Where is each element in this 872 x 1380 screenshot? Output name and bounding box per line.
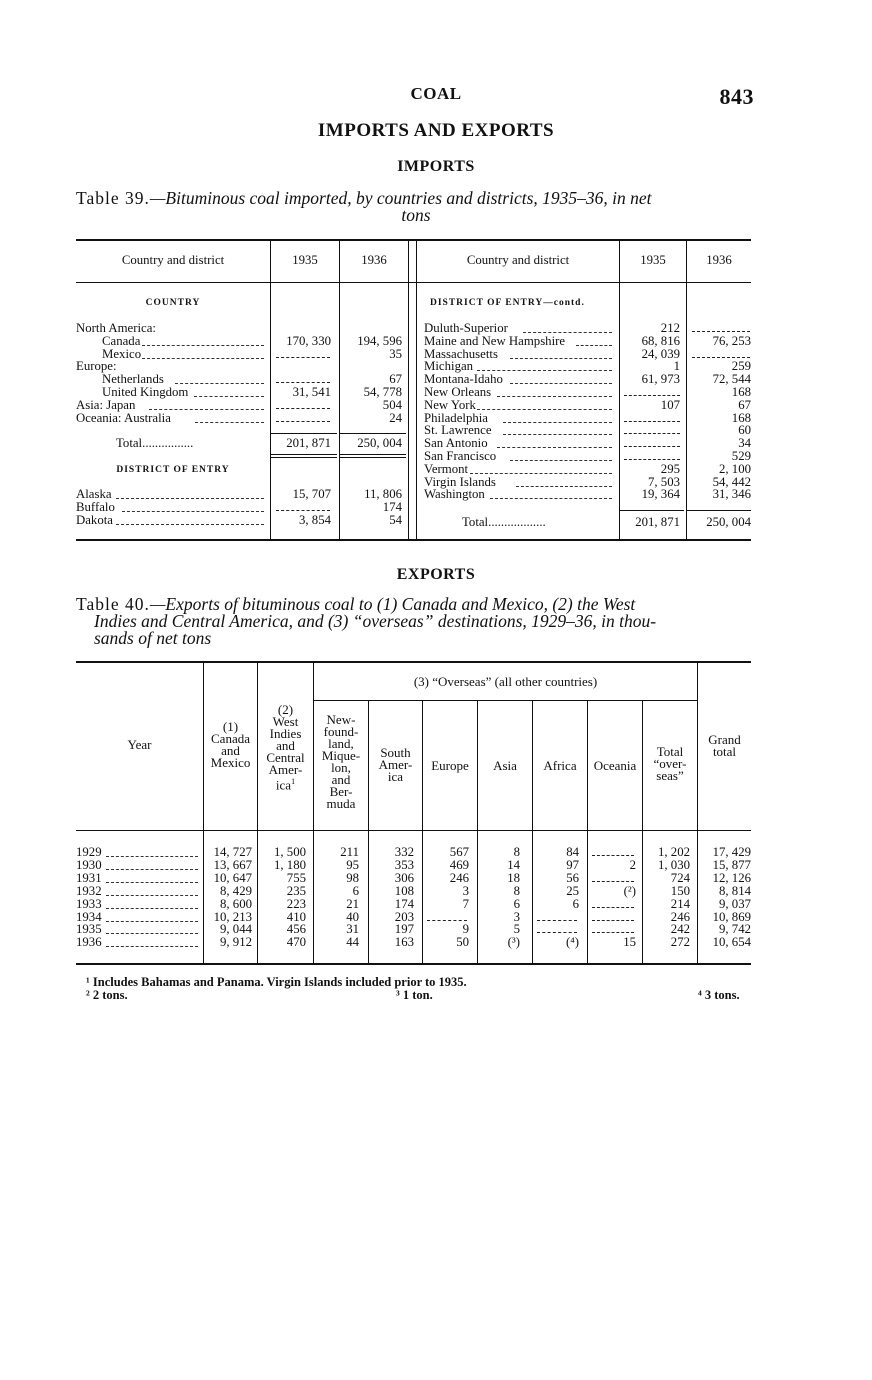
- table40-cell-wi: 456: [286, 922, 306, 937]
- table40-leader: [106, 882, 198, 883]
- table39-left-row-1936: 54, 778: [363, 385, 402, 399]
- footnote-3: ³ 1 ton.: [396, 988, 433, 1002]
- table39-section-country: COUNTRY: [145, 298, 201, 308]
- table39-right-row-1935: 61, 973: [641, 372, 680, 387]
- table39-leader: [503, 434, 612, 435]
- table40-cell-sa: 174: [394, 896, 414, 911]
- table40-cell-wi: 1, 500: [274, 845, 306, 859]
- table39-empty-dash: [624, 421, 680, 422]
- table40-empty-dash: [592, 920, 634, 921]
- table40-leader: [106, 869, 198, 870]
- table40-empty-dash: [427, 920, 467, 921]
- table40-empty-dash: [592, 881, 634, 882]
- table40-cell-nf: 40: [346, 909, 359, 924]
- table39-empty-dash: [276, 357, 330, 358]
- table40-cell-eu: 567: [449, 845, 469, 859]
- table40-cell-eu: 246: [449, 870, 469, 885]
- table39-right-row-1936: 34: [738, 436, 751, 451]
- table40-cell-canada: 14, 727: [213, 845, 252, 859]
- table39-district-row-1935: 15, 707: [292, 487, 331, 501]
- table39-total-double-rule: [340, 454, 406, 455]
- table39-right-row-1936: 67: [738, 397, 751, 412]
- table39-total-double-rule: [340, 457, 406, 458]
- table39-right-row-label: San Francisco: [424, 449, 497, 463]
- table39-right-row-label: Philadelphia: [424, 410, 488, 425]
- table39-left-row-1936: 24: [389, 410, 402, 425]
- table40-cell-eu: 7: [462, 896, 469, 911]
- table40-col-oceania: Oceania: [593, 758, 637, 773]
- table39-left-row-label: Canada: [102, 333, 141, 348]
- table40-row-year: 1932: [76, 883, 102, 898]
- table39-leader: [523, 332, 612, 333]
- table40-cell-asia: 8: [513, 883, 520, 898]
- table39-leader: [122, 511, 264, 512]
- table39-leader: [497, 447, 612, 448]
- table39-top-rule: [76, 239, 751, 241]
- table39-right-row-1936: 168: [731, 385, 751, 399]
- table39-left-row-label: Oceania: Australia: [76, 410, 171, 425]
- table39-empty-dash: [624, 459, 680, 460]
- table39-right-row-1936: 31, 346: [712, 487, 751, 502]
- table39-district-row-label: Buffalo: [76, 499, 115, 514]
- table40-cell-wi: 470: [286, 935, 306, 950]
- table40-col-grand-total: Grand total: [708, 732, 741, 759]
- table39-leader: [490, 498, 612, 499]
- table40-cell-africa: 84: [566, 845, 579, 859]
- table40-cell-oceania: 15: [623, 935, 636, 950]
- table40-cell-sa: 197: [394, 922, 414, 937]
- table39-left-total-label: Total................: [116, 436, 194, 450]
- table39-col-1935: 1935: [292, 253, 318, 267]
- table40-group-rule: [313, 700, 697, 701]
- table40-cell-grand: 10, 869: [712, 909, 751, 924]
- table39-empty-dash: [276, 382, 330, 383]
- table39-col-1936: 1936: [361, 253, 387, 267]
- table40-cell-sa: 332: [394, 845, 414, 859]
- table40-cell-tot: 246: [670, 909, 690, 924]
- table39-empty-dash: [624, 395, 680, 396]
- table39-left-row-1936: 67: [389, 372, 402, 387]
- table40-cell-asia: 6: [513, 896, 520, 911]
- table39-left-row-label: North America:: [76, 321, 156, 335]
- table40-col-asia: Asia: [493, 758, 517, 773]
- table40-col-total-overseas: Total “over- seas”: [653, 744, 687, 783]
- table40-cell-tot: 272: [670, 935, 690, 950]
- table39-leader: [470, 473, 612, 474]
- table40-cell-nf: 44: [346, 935, 359, 950]
- table39-empty-dash: [276, 510, 330, 511]
- table39-caption-text: —Bituminous coal imported, by countries and districts, 1935–36, in net: [149, 188, 652, 208]
- table39-left-row-1936: 194, 596: [357, 333, 402, 348]
- table39-right-row-1935: 295: [660, 461, 680, 476]
- table40-col-overseas-group: (3) “Overseas” (all other countries): [413, 674, 598, 689]
- table39-empty-dash: [276, 421, 330, 422]
- table40-col-newfoundland: New- found- land, Mique- lon, and Ber- muda: [321, 712, 361, 811]
- table40-col-west-indies-label: (2) West Indies and Central Amer- ica: [266, 702, 305, 793]
- table40-cell-tot: 1, 202: [658, 845, 690, 859]
- table40-cell-wi: 235: [286, 883, 306, 898]
- table40-leader: [106, 921, 198, 922]
- table39-left-row-label: United Kingdom: [102, 385, 189, 399]
- table40-empty-dash: [592, 907, 634, 908]
- table40-leader: [106, 908, 198, 909]
- table39-right-row-label: St. Lawrence: [424, 423, 492, 438]
- table39-right-total-1935: 201, 871: [635, 515, 680, 529]
- table40-cell-grand: 9, 742: [719, 922, 751, 937]
- table39-label: Table 39.: [76, 188, 150, 208]
- table40-row-year: 1933: [76, 896, 102, 911]
- table40-row-year: 1936: [76, 935, 102, 950]
- table40-cell-canada: 13, 667: [213, 857, 252, 872]
- table40-row-year: 1934: [76, 909, 102, 924]
- table40-cell-wi: 1, 180: [274, 857, 306, 872]
- table40-cell-grand: 9, 037: [719, 896, 751, 911]
- footnote-1: ¹ Includes Bahamas and Panama. Virgin Islands included prior to 1935.: [86, 975, 467, 989]
- table39-right-row-label: Virgin Islands: [424, 474, 496, 489]
- table39-right-row-1935: 1: [673, 359, 680, 374]
- table40-cell-canada: 10, 647: [213, 870, 252, 885]
- table40-cell-eu: 9: [462, 922, 469, 937]
- table40-caption-line3: [94, 630, 774, 647]
- table40-cell-grand: 10, 654: [712, 935, 751, 950]
- table40-top-rule: [76, 661, 751, 663]
- table40-cell-wi: 755: [286, 870, 306, 885]
- table40-cell-wi: 223: [286, 896, 306, 911]
- table39-leader: [142, 358, 264, 359]
- table39-divider: [416, 241, 417, 539]
- imports-section-title: IMPORTS: [397, 158, 475, 175]
- table40-cell-nf: 95: [346, 857, 359, 872]
- table39-col-country: Country and district: [121, 253, 225, 267]
- table40-label: Table 40.: [76, 594, 150, 614]
- table40-cell-africa: 56: [566, 870, 579, 885]
- table40-cell-canada: 9, 044: [220, 922, 252, 937]
- table39-left-total-1935: 201, 871: [286, 436, 331, 450]
- table39-right-row-label: Vermont: [424, 461, 469, 476]
- table39-right-row-1936: 60: [738, 423, 751, 438]
- table40-cell-canada: 8, 600: [220, 896, 252, 911]
- table39-right-row-1935: 7, 503: [648, 474, 680, 489]
- table39-right-row-1935: 68, 816: [641, 333, 680, 348]
- table40-row-year: 1935: [76, 922, 102, 937]
- running-title: COAL: [410, 84, 462, 103]
- table39-leader: [497, 396, 612, 397]
- table40-cell-sa: 203: [394, 909, 414, 924]
- table39-left-row-1936: 504: [382, 397, 402, 412]
- table39-leader: [142, 345, 264, 346]
- table40-cell-eu: 3: [462, 883, 469, 898]
- table39-bottom-rule: [76, 539, 751, 541]
- table40-cell-africa: 6: [572, 896, 579, 911]
- table40-cell-tot: 1, 030: [658, 857, 690, 872]
- table39-right-row-1936: 168: [731, 410, 751, 425]
- table40-cell-tot: 214: [670, 896, 690, 911]
- footnote-2: ² 2 tons.: [86, 988, 128, 1002]
- table39-right-total-1936: 250, 004: [706, 515, 751, 529]
- table40-cell-sa: 163: [394, 935, 414, 950]
- table39-right-row-1935: 24, 039: [641, 346, 680, 361]
- table39-leader: [175, 383, 264, 384]
- table39-right-row-1936: 54, 442: [712, 474, 751, 489]
- table40-cell-asia: 8: [513, 845, 520, 859]
- table40-cell-grand: 12, 126: [712, 870, 751, 885]
- table39-section-district-contd: DISTRICT OF ENTRY—contd.: [430, 298, 585, 308]
- table40-cell-grand: 8, 814: [719, 883, 751, 898]
- table39-col-1936-right: 1936: [706, 253, 732, 267]
- table39-empty-dash: [624, 446, 680, 447]
- table39-leader: [116, 524, 264, 525]
- table40-cell-asia: 18: [507, 870, 520, 885]
- table40-row-year: 1931: [76, 870, 102, 885]
- table40-cell-nf: 31: [346, 922, 359, 937]
- table40-cell-tot: 724: [670, 870, 690, 885]
- table39-leader: [149, 409, 264, 410]
- table39-left-row-label: Netherlands: [102, 372, 164, 387]
- table40-empty-dash: [537, 920, 577, 921]
- page-number: 843: [719, 84, 754, 109]
- table40-cell-oceania: 2: [629, 857, 636, 872]
- table39-col-1935-right: 1935: [640, 253, 666, 267]
- table39-right-row-label: Massachusetts: [424, 346, 498, 361]
- table39-right-total-label: Total..................: [462, 515, 546, 529]
- table39-district-row-1936: 11, 806: [364, 487, 402, 501]
- table40-cell-asia: 14: [507, 857, 520, 872]
- table39-empty-dash: [624, 433, 680, 434]
- table39-sum-rule: [340, 433, 406, 434]
- table40-cell-africa: 97: [566, 857, 579, 872]
- table39-leader: [510, 460, 612, 461]
- table40-col-europe: Europe: [431, 758, 469, 773]
- table39-right-row-label: Washington: [424, 487, 485, 502]
- table39-right-row-label: Maine and New Hampshire: [424, 333, 566, 348]
- table40-col-year: Year: [127, 737, 152, 752]
- table39-right-row-1936: 2, 100: [719, 461, 751, 476]
- table39-left-row-1935: 170, 330: [286, 333, 331, 348]
- table40-cell-sa: 306: [394, 870, 414, 885]
- table40-col-west-indies: [258, 704, 313, 791]
- table39-left-row-1935: 31, 541: [292, 385, 331, 399]
- table39-header-rule: [76, 282, 751, 283]
- table39-right-row-label: Michigan: [424, 359, 474, 374]
- table40-cell-tot: 242: [670, 922, 690, 937]
- table40-divider: [587, 701, 588, 963]
- table39-empty-dash: [692, 357, 750, 358]
- table40-row-year: 1929: [76, 845, 102, 859]
- table40-bottom-rule: [76, 963, 751, 965]
- table40-col-africa: Africa: [543, 758, 577, 773]
- table39-left-row-label: Asia: Japan: [76, 397, 136, 412]
- table40-cell-africa: 25: [566, 883, 579, 898]
- table39-right-row-1936: 529: [731, 449, 751, 463]
- table39-right-row-1936: 76, 253: [712, 333, 751, 348]
- table39-district-row-label: Dakota: [76, 512, 113, 527]
- table39-sum-rule: [620, 510, 684, 511]
- table39-right-row-label: San Antonio: [424, 436, 488, 451]
- page-title: IMPORTS AND EXPORTS: [317, 120, 555, 141]
- table40-cell-asia: (³): [507, 935, 520, 950]
- table40-caption-l3: sands of net tons: [94, 628, 212, 648]
- table40-cell-canada: 9, 912: [220, 935, 252, 950]
- table40-cell-eu: 50: [456, 935, 469, 950]
- table39-right-row-label: Montana-Idaho: [424, 372, 503, 387]
- table40-cell-canada: 10, 213: [213, 909, 252, 924]
- table40-cell-tot: 150: [670, 883, 690, 898]
- table40-header-rule: [76, 830, 751, 831]
- table40-leader: [106, 933, 198, 934]
- table39-district-row-1936: 54: [389, 512, 402, 527]
- table39-leader: [510, 383, 612, 384]
- table40-divider: [532, 701, 533, 963]
- table39-left-total-1936: 250, 004: [357, 436, 402, 450]
- table39-empty-dash: [276, 408, 330, 409]
- table40-cell-africa: (⁴): [566, 935, 579, 950]
- table39-leader: [510, 358, 612, 359]
- table39-right-row-1936: 259: [731, 359, 751, 374]
- table39-caption-line2: [76, 207, 756, 224]
- table39-total-double-rule: [271, 457, 337, 458]
- table39-total-double-rule: [271, 454, 337, 455]
- table40-col-canada-mexico: (1) Canada and Mexico: [210, 719, 251, 770]
- table39-divider: [408, 241, 409, 539]
- table40-cell-eu: 469: [449, 857, 469, 872]
- table40-leader: [106, 946, 198, 947]
- table39-col-country-right: Country and district: [466, 253, 570, 267]
- table39-right-row-1935: 107: [660, 397, 680, 412]
- table39-right-row-label: Duluth-Superior: [424, 321, 508, 335]
- table39-district-row-1935: 3, 854: [299, 512, 331, 527]
- table40-cell-sa: 108: [394, 883, 414, 898]
- table40-cell-grand: 15, 877: [712, 857, 751, 872]
- table40-empty-dash: [537, 932, 577, 933]
- table40-cell-canada: 8, 429: [220, 883, 252, 898]
- table39-caption-units: tons: [401, 205, 431, 225]
- table39-right-row-label: New York: [424, 397, 476, 412]
- table40-empty-dash: [592, 932, 634, 933]
- table39-district-row-label: Alaska: [76, 487, 112, 501]
- table40-empty-dash: [592, 855, 634, 856]
- table39-sum-rule: [271, 433, 337, 434]
- table40-cell-oceania: (²): [623, 883, 636, 898]
- table39-leader: [195, 422, 264, 423]
- table40-leader: [106, 856, 198, 857]
- table39-section-district: DISTRICT OF ENTRY: [116, 465, 230, 475]
- table39-leader: [477, 409, 612, 410]
- table39-leader: [116, 498, 264, 499]
- table40-cell-nf: 211: [340, 845, 359, 859]
- table40-cell-asia: 5: [513, 922, 520, 937]
- table40-col-west-indies-footnote-ref: 1: [291, 777, 296, 786]
- table39-leader: [503, 422, 612, 423]
- table40-col-south-america: South Amer- ica: [378, 745, 413, 784]
- table39-leader: [576, 345, 612, 346]
- table40-caption-l1: —Exports of bituminous coal to (1) Canada and Mexico, (2) the West: [149, 594, 636, 614]
- table40-cell-nf: 98: [346, 870, 359, 885]
- exports-section-title: EXPORTS: [396, 566, 476, 583]
- table39-left-row-label: Europe:: [76, 359, 117, 374]
- table40-leader: [106, 895, 198, 896]
- table40-cell-asia: 3: [513, 909, 520, 924]
- table40-caption-l2: Indies and Central America, and (3) “overseas” destinations, 1929–36, in thou-: [94, 611, 657, 631]
- table39-left-row-1936: 35: [389, 346, 402, 361]
- table40-cell-sa: 353: [394, 857, 414, 872]
- table39-sum-rule: [687, 510, 751, 511]
- table39-right-row-label: New Orleans: [424, 385, 492, 399]
- table40-cell-grand: 17, 429: [712, 845, 751, 859]
- table39-district-row-1936: 174: [382, 499, 402, 514]
- table40-row-year: 1930: [76, 857, 102, 872]
- table40-cell-nf: 6: [352, 883, 359, 898]
- table39-right-row-1935: 212: [660, 321, 680, 335]
- table39-leader: [516, 486, 612, 487]
- table39-empty-dash: [692, 331, 750, 332]
- table40-cell-nf: 21: [346, 896, 359, 911]
- table39-right-row-1935: 19, 364: [641, 487, 680, 502]
- table39-right-row-1936: 72, 544: [712, 372, 751, 387]
- footnote-4: ⁴ 3 tons.: [698, 988, 740, 1002]
- table40-cell-wi: 410: [286, 909, 306, 924]
- table39-leader: [194, 396, 264, 397]
- table39-left-row-label: Mexico: [102, 346, 142, 361]
